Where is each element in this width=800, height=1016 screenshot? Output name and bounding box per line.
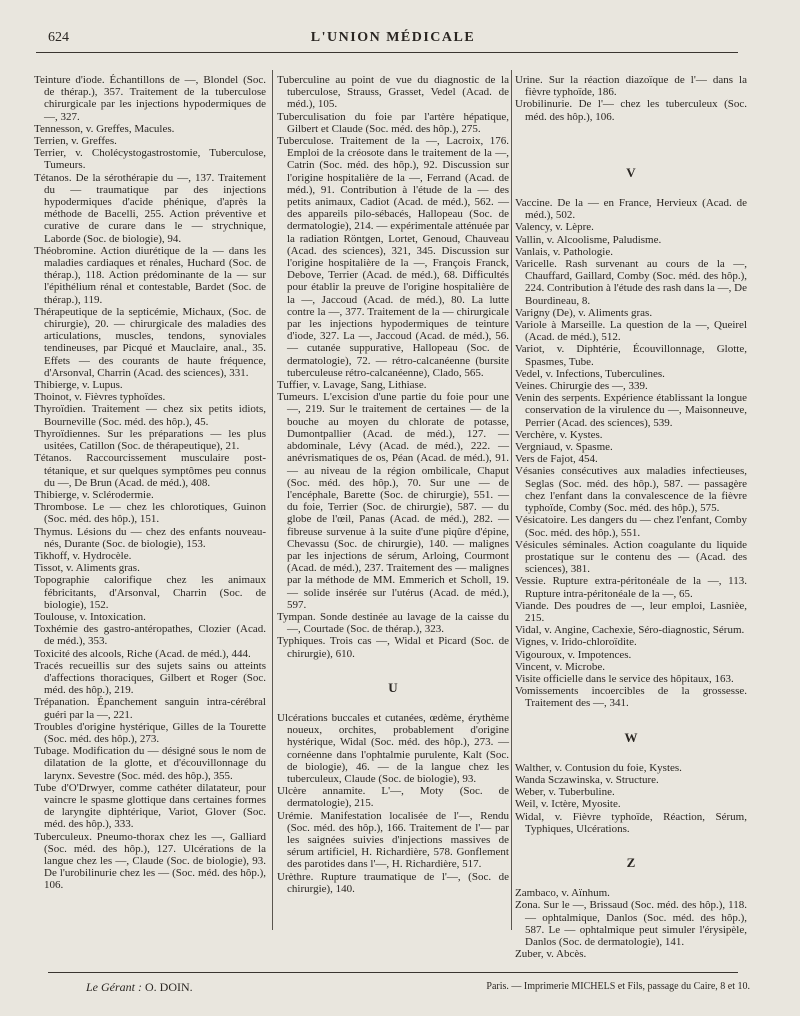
index-entry: Tétanos. Raccourcissement musculaire post-tétanique, et sur quelques symptômes peu connus du —, De Brun (Acad. de méd.), 408. — [34, 452, 266, 489]
index-entry: Vidal, v. Angine, Cachexie, Séro-diagnostic, Sérum. — [515, 624, 745, 637]
section-letter-z: Z — [626, 854, 636, 870]
gerant-name: O. DOIN. — [145, 980, 193, 994]
index-entry: Vésanies consécutives aux maladies infectieuses, Seglas (Soc. méd. des hôp.), 587. — passagère chez l'enfant dans la convalescence de la fièvre typhoïde, Comby (Soc. méd. des hôp.), 575. — [515, 465, 747, 515]
index-entry: Thyroïdiennes. Sur les préparations — les plus usitées, Catillon (Soc. de thérapeutique), 21. — [34, 427, 266, 453]
index-entry: Vignes, v. Irido-chloroïdite. — [515, 636, 637, 649]
index-entry: Tuberculeux. Pneumo-thorax chez les —, Galliard (Soc. méd. des hôp.), 127. Ulcérations de la langue chez les —, Claude (Soc. de biologie), 93. De l'urobilinurie chez les — (Soc. méd. des hôp.), 106. — [34, 830, 266, 892]
index-entry: Ulcère annamite. L'—, Moty (Soc. de dermatologie), 215. — [277, 785, 509, 810]
index-entry: Thymus. Lésions du — chez des enfants nouveau-nés, Durante (Soc. de biologie), 153. — [34, 525, 266, 550]
index-entry: Terrien, v. Greffes. — [34, 135, 117, 148]
index-entry: Terrier, v. Cholécystogastrostomie, Tuberculose, Tumeurs. — [34, 147, 266, 172]
index-entry: Thérapeutique de la septicémie, Michaux, (Soc. de chirurgie), 20. — chirurgicale des maladies des articulations, muscles, tendons, synoviales tendineuses, par Picqué et Mauclaire, anal., 35. Effets — des courants de haute fréquence, d'Arsonval, Charrin (Acad. des sciences), 331. — [34, 305, 266, 379]
index-entry: Urémie. Manifestation localisée de l'—, Rendu (Soc. méd. des hôp.), 166. Traitement de l'— par les saignées suivies d'injections massives de sérum artificiel, H. Richardière, 578. Gonflement des parotides dans l'—, H. Richardière, 517. — [277, 809, 509, 871]
index-entry: Tennesson, v. Greffes, Macules. — [34, 122, 175, 135]
index-entry: Vedel, v. Infections, Tuberculines. — [515, 367, 665, 380]
index-entry: Vanlais, v. Pathologie. — [515, 245, 613, 258]
index-entry: Vigouroux, v. Impotences. — [515, 648, 632, 661]
index-entry: Vessie. Rupture extra-péritonéale de la —, 113. Rupture intra-péritonéale de la —, 65. — [515, 575, 747, 600]
index-entry: Variot, v. Diphtérie, Écouvillonnage, Glotte, Spasmes, Tube. — [515, 343, 747, 368]
entry-list — [277, 74, 509, 660]
index-entry: Trépanation. Épanchement sanguin intra-cérébral guéri par la —, 221. — [34, 696, 266, 721]
index-entry: Tuberculine au point de vue du diagnostic de la tuberculose, Strauss, Grasset, Vedel (Acad. de méd.), 105. — [277, 74, 509, 111]
index-column-3 — [515, 74, 747, 960]
index-entry: Vers de Fajot, 454. — [515, 453, 598, 466]
section-letter-v: V — [626, 164, 636, 180]
index-entry: Typhiques. Trois cas —, Widal et Picard (Soc. de chirurgie), 610. — [277, 635, 509, 660]
index-entry: Ulcérations buccales et cutanées, œdème, érythème noueux, orchites, probablement d'origine hystérique, Widal (Soc. méd. des hôp.), 273. — cornéenne dans l'ophtalmie purulente, Kalt (Soc. de biologie), 46. — de la langue chez les tuberculeux, Claude (Soc. de biologie), 93. — [277, 711, 509, 785]
index-entry: Tuberculose. Traitement de la —, Lacroix, 176. Emploi de la créosote dans le traitement de la —, Catrin (Soc. méd. des hôp.), 92. Discussion sur l'origine hospitalière de la —, Ferrand (Acad. de méd.), 91. Contribution à l'étude de la — des petits animaux, Cadiot (Acad. de méd.), 562. — des appareils pilo-sébacés, Hallopeau (Soc. de dermatologie), 214. — expérimentale atténuée par la radiation Röntgen, Lortet, Genoud, Chauveau (Acad. des sciences), 321, 345. Discussion sur l'origine hospitalière de la —, François Franck, Debove, Terrier (Acad. de méd.), 68. Difficultés pour établir la preuve de l'origine hospitalière de la —, Jaccoud (Acad. de méd.), 80. La lutte contre la —, 377. Traitement de la — chirurgicale par les injections hypodermiques de teinture d'iode, 327. La —, Jaccoud (Acad. de méd.), 56. — cutanée suppurative, Hallopeau (Soc. de dermatologie), 72. — rétro-calcanéenne (bursite tuberculeuse rétro-calcanéenne), Clado, 565. — [277, 135, 509, 379]
index-entry: Verchère, v. Kystes. — [515, 428, 603, 441]
index-entry: Weil, v. Ictère, Myosite. — [515, 798, 621, 811]
entry-list — [34, 74, 266, 892]
index-column-1 — [34, 74, 266, 892]
gerant-label: Le Gérant : — [86, 980, 142, 994]
footer-gerant — [86, 980, 193, 995]
index-entry: Thrombose. Le — chez les chlorotiques, Guinon (Soc. méd. des hôp.), 151. — [34, 501, 266, 526]
index-entry: Thibierge, v. Sclérodermie. — [34, 488, 154, 501]
index-entry: Visite officielle dans le service des hôpitaux, 163. — [515, 672, 734, 685]
entry-list — [515, 197, 747, 710]
page-number: 624 — [48, 30, 69, 45]
index-entry: Tube d'O'Drwyer, comme cathéter dilatateur, pour vaincre le spasme glottique dans certaines formes de laryngite diphtérique, Variot, Glover (Soc. méd. des hôp.), 333. — [34, 781, 266, 831]
index-entry: Thibierge, v. Lupus. — [34, 379, 123, 392]
index-entry: Teinture d'iode. Échantillons de —, Blondel (Soc. de thérap.), 357. Traitement de la tuberculose chirurgicale par les injections hypodermiques de —, 327. — [34, 74, 266, 123]
index-entry: Varigny (De), v. Aliments gras. — [515, 306, 653, 319]
entry-list — [515, 887, 747, 960]
column-divider — [511, 70, 512, 930]
entry-list — [515, 762, 747, 835]
index-entry: Théobromine. Action diurétique de la — dans les maladies cardiaques et rénales, Huchard (Soc. de thérap.), 118. Action prédominante de la — sur l'épithélium rénal et contestable, Bardet (Soc. de thérap.), 119. — [34, 244, 266, 306]
index-entry: Veines. Chirurgie des —, 339. — [515, 380, 648, 393]
index-entry: Vergniaud, v. Spasme. — [515, 441, 613, 454]
index-entry: Toxhémie des gastro-antéropathes, Clozier (Acad. de méd.), 353. — [34, 623, 266, 648]
index-entry: Zuber, v. Abcès. — [515, 948, 587, 961]
index-entry: Thyroïdien. Traitement — chez six petits idiots, Bourneville (Soc. méd. des hôp.), 45. — [34, 403, 266, 428]
entry-list — [277, 712, 509, 895]
index-entry: Varicelle. Rash survenant au cours de la —, Chauffard, Gaillard, Comby (Soc. méd. des hôp.), 224. Contribution à l'étude des rash dans la —, De Bourdineau, 8. — [515, 258, 747, 307]
index-entry: Tétanos. De la sérothérapie du —, 137. Traitement du — traumatique par des injections hypodermiques d'acide phénique, d'après la méthode de Bacelli, 255. Action préventive et curative de curare dans le — strychnique, Laborde (Soc. de biologie), 94. — [34, 171, 266, 245]
index-entry: Valency, v. Lèpre. — [515, 221, 594, 234]
index-entry: Widal, v. Fièvre typhoïde, Réaction, Sérum, Typhiques, Ulcérations. — [515, 810, 747, 835]
running-title: L'UNION MÉDICALE — [310, 30, 476, 45]
header-rule — [36, 52, 738, 53]
index-entry: Wanda Sczawinska, v. Structure. — [515, 773, 659, 786]
section-letter-u: U — [388, 679, 398, 695]
index-entry: Troubles d'origine hystérique, Gilles de la Tourette (Soc. méd. des hôp.), 273. — [34, 720, 266, 745]
index-entry: Urèthre. Rupture traumatique de l'—, (Soc. de chirurgie), 140. — [277, 870, 509, 895]
index-entry: Vaccine. De la — en France, Hervieux (Acad. de méd.), 502. — [515, 197, 747, 222]
index-entry: Tympan. Sonde destinée au lavage de la caisse du —, Courtade (Soc. de thérap.), 323. — [277, 610, 509, 636]
index-entry: Weber, v. Tuberbuline. — [515, 786, 615, 799]
index-entry: Vomissements incoercibles de la grossesse. Traitement des —, 341. — [515, 685, 747, 710]
index-entry: Zambaco, v. Aïnhum. — [515, 887, 610, 900]
index-entry: Tuberculisation du foie par l'artère hépatique, Gilbert et Claude (Soc. méd. des hôp.), 275. — [277, 110, 509, 135]
entry-list — [515, 74, 747, 123]
index-entry: Toxicité des alcools, Riche (Acad. de méd.), 444. — [34, 647, 251, 660]
footer-printer: Paris. — Imprimerie MICHELS et Fils, passage du Caire, 8 et 10. — [486, 981, 750, 992]
index-entry: Vésicules séminales. Action coagulante du liquide prostatique sur le contenu des — (Acad. des sciences), 381. — [515, 538, 747, 576]
index-entry: Toulouse, v. Intoxication. — [34, 610, 146, 623]
index-entry: Viande. Des poudres de —, leur emploi, Lasnièe, 215. — [515, 599, 747, 624]
index-entry: Thoinot, v. Fièvres typhoïdes. — [34, 391, 166, 404]
index-entry: Venin des serpents. Expérience établissant la longue conservation de la virulence du —, Maisonneuve, Perrier (Acad. des sciences), 539. — [515, 392, 747, 429]
index-entry: Tissot, v. Aliments gras. — [34, 562, 140, 575]
index-entry: Tikhoff, v. Hydrocèle. — [34, 549, 132, 562]
index-entry: Variole à Marseille. La question de la —, Queirel (Acad. de méd.), 512. — [515, 319, 747, 344]
index-entry: Urobilinurie. De l'— chez les tuberculeux (Soc. méd. des hôp.), 106. — [515, 98, 747, 123]
column-divider — [272, 70, 273, 930]
index-column-2 — [277, 74, 509, 895]
index-entry: Vincent, v. Microbe. — [515, 660, 605, 673]
footer-rule — [48, 972, 738, 973]
index-entry: Tracés recueillis sur des sujets sains ou atteints d'affections thoraciques, Gilbert et Roger (Soc. méd. des hôp.), 219. — [34, 659, 266, 697]
index-entry: Tubage. Modification du — désigné sous le nom de dilatation de la glotte, et d'écouvillonnage du larynx. Sevestre (Soc. méd. des hôp.), 355. — [34, 745, 266, 782]
index-entry: Vallin, v. Alcoolisme, Paludisme. — [515, 233, 662, 246]
section-letter-w: W — [624, 729, 638, 745]
index-entry: Urine. Sur la réaction diazoïque de l'— dans la fièvre typhoïde, 186. — [515, 74, 747, 99]
index-entry: Tuffier, v. Lavage, Sang, Lithiase. — [277, 379, 427, 392]
page-header — [48, 28, 738, 54]
index-entry: Vésicatoire. Les dangers du — chez l'enfant, Comby (Soc. méd. des hôp.), 551. — [515, 514, 747, 539]
index-entry: Topographie calorifique chez les animaux fébricitants, d'Arsonval, Charrin (Soc. de biologie), 152. — [34, 574, 266, 611]
index-entry: Zona. Sur le —, Brissaud (Soc. méd. des hôp.), 118. — ophtalmique, Danlos (Soc. méd. des hôp.), 587. Le — ophtalmique peut simuler l'érysipèle, Danlos (Soc. de dermatologie), 141. — [515, 899, 747, 948]
index-entry: Tumeurs. L'excision d'une partie du foie pour une —, 219. Sur le traitement de certaines — de la bouche au moyen du chlorate de potasse, Dumontpallier (Acad. de méd.), 127. — abdominale, Lévy (Acad. de méd.), 222. — anévrismatiques de os, Péan (Acad. de méd.), 91. — au niveau de la région ombilicale, Chaput (Soc. méd. des hôp.), 70. Sur une — de l'encéphale, Barette (Soc. de chirurgie), 551. — du foie, Terrier (Soc. de chirurgie), 587. — du globe de l'œil, Panas (Acad. de méd.), 282. — fibreuse survenue à la suite d'une piqûre d'épine, Chevassu (Soc. de chirurgie), 140. — malignes par les injections de sérum, Arloing, Courmont (Acad. de méd.), 237. Traitement des — malignes par la méthode de MM. Emmerich et Scholl, 19. — solide insérée sur l'utérus (Acad. de méd.), 597. — [277, 391, 509, 611]
index-entry: Walther, v. Contusion du foie, Kystes. — [515, 761, 682, 774]
